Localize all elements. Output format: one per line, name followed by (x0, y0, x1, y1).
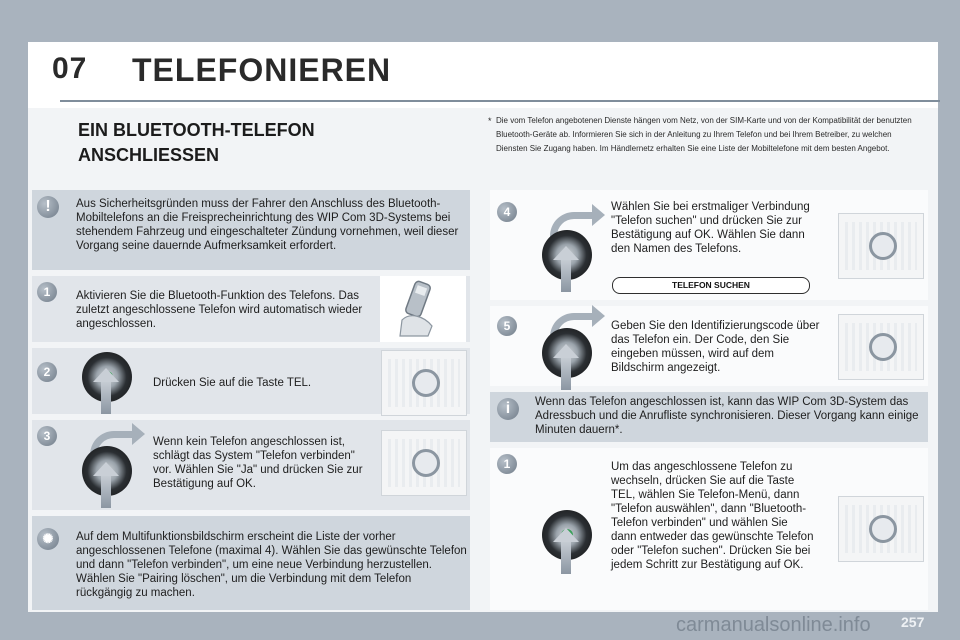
telefon-suchen-button[interactable]: TELEFON SUCHEN (612, 277, 810, 294)
step-text-2: Drücken Sie auf die Taste TEL. (153, 377, 312, 389)
press-arrow-icon (561, 258, 571, 292)
press-arrow-icon (101, 380, 111, 414)
lightbulb-icon: ✺ (37, 528, 59, 550)
radio-unit-icon (838, 213, 924, 279)
step-badge-5: 5 (497, 316, 517, 336)
step-text-5: Geben Sie den Identifizierungscode über das Telefon ein. Der Code, den Sie eingeben müssen, wird auf dem Bildschirm angezeigt. (611, 320, 820, 374)
chapter-title: TELEFONIEREN (132, 52, 392, 88)
radio-unit-icon (838, 496, 924, 562)
step-badge-3: 3 (37, 426, 57, 446)
footnote-text: Die vom Telefon angebotenen Dienste hängen vom Netz, von der SIM-Karte und von der Kompatibilität der benutzten Bluetooth-Geräte ab. Informieren Sie sich in der Anleitung zu Ihrem Telefon und bei Ihrem Betreiber, zu welchen Diensten Sie Zugang haben. Im Händlernetz erhalten Sie eine Liste der Mobiltelefone mit dem besten Angebot. (496, 116, 912, 153)
step-badge-switch: 1 (497, 454, 517, 474)
phone-illustration (380, 276, 466, 342)
header-divider (60, 100, 940, 102)
step-badge-2: 2 (37, 362, 57, 382)
info-text: Wenn das Telefon angeschlossen ist, kann das WIP Com 3D-System das Adressbuch und die Anrufliste synchronisieren. Dieser Vorgang kann einige Minuten dauern*. (535, 396, 919, 436)
radio-unit-icon (381, 350, 467, 416)
footnote (488, 114, 916, 156)
footnote-marker: * (488, 116, 492, 126)
section-title: EIN BLUETOOTH-TELEFON ANSCHLIESSEN (78, 120, 315, 165)
radio-unit-icon (381, 430, 467, 496)
radio-unit-icon (838, 314, 924, 380)
step-text-1: Aktivieren Sie die Bluetooth-Funktion des Telefons. Das zuletzt angeschlossene Telefon wird automatisch wieder angeschlossen. (76, 290, 363, 330)
warning-text: Aus Sicherheitsgründen muss der Fahrer den Anschluss des Bluetooth-Mobiltelefons an die Freisprecheinrichtung des WIP Com 3D-Systems bei stehendem Fahrzeug und eingeschalteter Zündung vornehmen, weil dieser Vorgang seine dauernde Aufmerksamkeit erfordert. (76, 198, 459, 252)
step-text-4: Wählen Sie bei erstmaliger Verbindung "Telefon suchen" und drücken Sie zur Bestätigung auf OK. Wählen Sie dann den Namen des Telefons. (611, 201, 810, 255)
step-badge-1: 1 (37, 282, 57, 302)
step-badge-4: 4 (497, 202, 517, 222)
mobile-phone-icon (380, 276, 466, 342)
chapter-number: 07 (52, 52, 88, 85)
exclamation-icon: ! (37, 196, 59, 218)
watermark: carmanualsonline.info (676, 614, 871, 636)
press-arrow-icon (561, 540, 571, 574)
press-arrow-icon (101, 474, 111, 508)
press-arrow-icon (561, 356, 571, 390)
step-text-switch: Um das angeschlossene Telefon zu wechseln, drücken Sie auf die Taste TEL, wählen Sie Telefon-Menü, dann "Telefon auswählen", dann "Bluetooth-Telefon verbinden" und wählen Sie dann entweder das gewünschte Telefon oder "Telefon suchen". Drücken Sie bei jedem Schritt zur Bestätigung auf OK. (611, 461, 814, 571)
step-text-3: Wenn kein Telefon angeschlossen ist, schlägt das System "Telefon verbinden" vor. Wählen Sie "Ja" und drücken Sie zur Bestätigung auf OK. (153, 436, 363, 490)
page-number: 257 (901, 614, 925, 630)
info-icon: i (497, 398, 519, 420)
tip-text: Auf dem Multifunktionsbildschirm erscheint die Liste der vorher angeschlossenen Telefone (maximal 4). Wählen Sie das gewünschte Telefon und dann "Telefon verbinden", um eine neue Verbindung herzustellen. Wählen Sie "Pairing löschen", um die Verbindung mit dem Telefon rückgängig zu machen. (76, 531, 467, 599)
